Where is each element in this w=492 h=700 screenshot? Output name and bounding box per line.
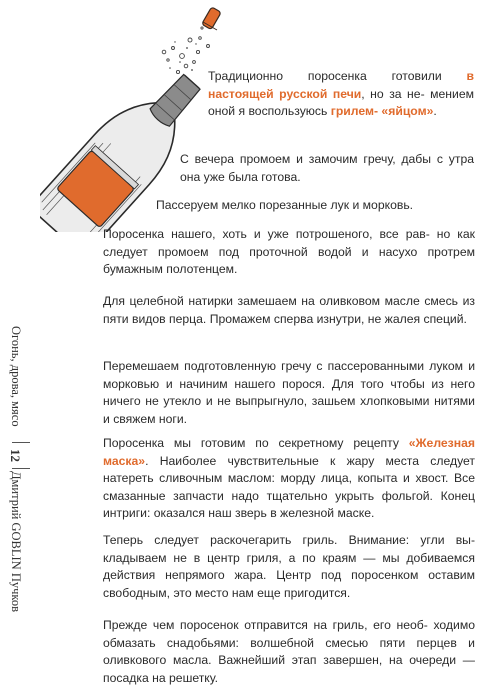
author-name: Дмитрий GOBLIN Пучков: [9, 471, 23, 612]
highlight-iron-mask: «Железная маска»: [103, 436, 475, 468]
paragraph-5: [103, 293, 475, 328]
paragraph-text: Прежде чем поросенок отправится на гриль, его необ- ходимо обмазать снадобьями: волшебной смесью пяти перцев и оливкового масла. Важнейший этап завершен, на очереди — посадка на решетку.: [103, 618, 475, 685]
text-run: Традиционно поросенка готовили: [208, 69, 467, 83]
paragraph-text: Теперь следует раскочегарить гриль. Внимание: угли вы- кладываем не в центр гриля, а по краям — мы добиваемся действия непрямого жара. Центр под поросенком оставим свободным, это место нам еще пригодится.: [103, 533, 475, 600]
paragraph-text: Перемешаем подготовленную гречу с пассерованными луком и морковью и начиним нашего порося. Для того чтобы из него ничего не утекло и не выпрыгнуло, зашьем хлопковыми нитями и свяжем ноги.: [103, 359, 475, 426]
divider: [12, 442, 30, 443]
highlight-egg-grill: грилем- «яйцом»: [330, 104, 434, 119]
page-sidebar: [8, 326, 34, 700]
paragraph-3: [156, 197, 474, 215]
fizz-droplets: [162, 27, 209, 74]
paragraph-8: [103, 532, 475, 602]
text-run: .: [433, 104, 437, 119]
page-number: 12: [8, 449, 23, 462]
paragraph-text: С вечера промоем и замочим гречу, дабы с утра она уже была готова.: [180, 152, 474, 184]
paragraph-7: [103, 435, 475, 523]
paragraph-2: [180, 151, 474, 186]
paragraph-4: [103, 226, 475, 279]
text-run: . Наиболее чувствительные к жару места следует натереть сливочным маслом: морду лица, копыта и хвост. Все смазанные запчасти надо тщательно укрыть фольгой. Конец интриги: оказался наш зверь в железной маске.: [103, 453, 475, 521]
paragraph-1: [208, 68, 474, 121]
highlight-russian-oven: в настоящей русской печи: [208, 69, 474, 101]
text-run: Поросенка мы готовим по секретному рецепту: [103, 436, 409, 450]
cork-icon: [202, 7, 222, 30]
text-run: , но за не- мением оной я воспользуюсь: [208, 86, 474, 119]
paragraph-6: [103, 358, 475, 428]
paragraph-9: [103, 617, 475, 687]
paragraph-text: Поросенка нашего, хоть и уже потрошеного, все рав- но как следует промоем под проточной водой и насухо протрем бумажным полотенцем.: [103, 227, 475, 277]
paragraph-text: Пассеруем мелко порезанные лук и морковь.: [156, 198, 414, 212]
fizz-dots: [169, 41, 197, 71]
book-title: Огонь, дрова, мясо: [9, 326, 23, 427]
paragraph-text: Для целебной натирки замешаем на оливковом масле смесь из пяти видов перца. Промажем сперва изнутри, не жалея специй.: [103, 294, 475, 326]
divider: [12, 468, 30, 469]
